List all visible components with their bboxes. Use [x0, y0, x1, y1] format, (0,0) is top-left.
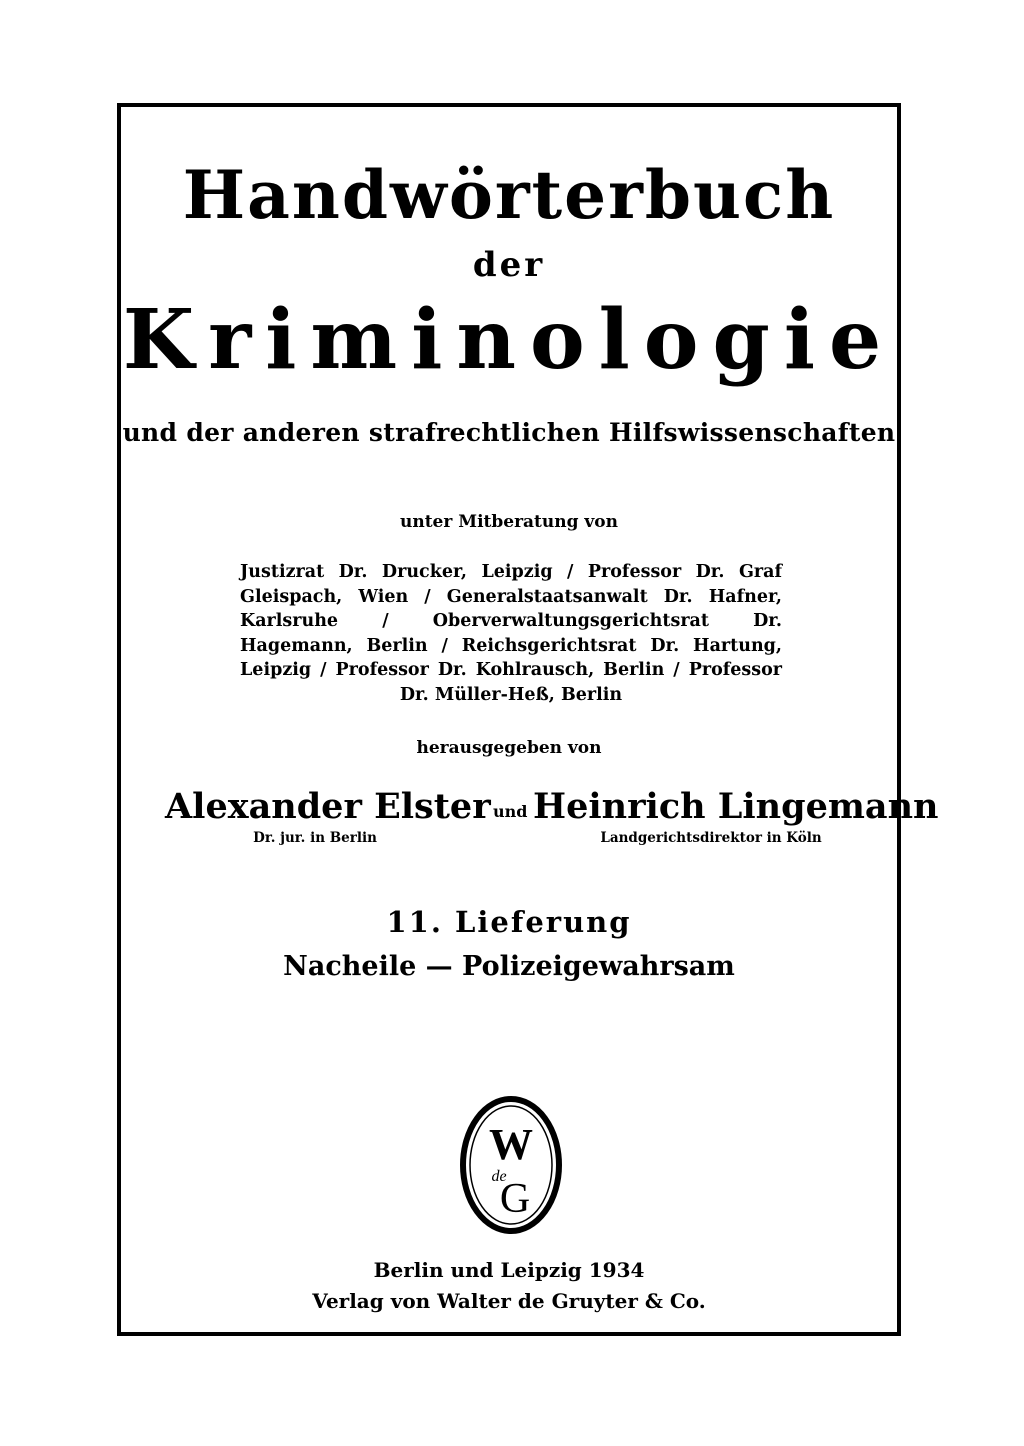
imprint-publisher: Verlag von Walter de Gruyter & Co. — [312, 1289, 706, 1313]
monogram-de: de — [491, 1168, 507, 1185]
delivery-range: Nacheile — Polizeigewahrsam — [283, 951, 735, 982]
editor-lingemann — [533, 785, 939, 847]
editor-elster — [165, 785, 491, 847]
title-handwoerterbuch: Handwörterbuch — [182, 156, 836, 234]
editor-name: Alexander Elster — [165, 786, 491, 827]
title-der: der — [472, 245, 546, 285]
title-subtitle: und der anderen strafrechtlichen Hilfswissenschaften — [122, 418, 896, 447]
editor-name: Heinrich Lingemann — [533, 786, 939, 827]
monogram-g: G — [499, 1176, 531, 1222]
editor-role: Landgerichtsdirektor in Köln — [600, 830, 822, 846]
title-kriminologie: Kriminologie — [122, 292, 896, 388]
contributors-list: Justizrat Dr. Drucker, Leipzig / Professor Dr. Graf Gleispach, Wien / Generalstaatsanwalt Dr. Hafner, Karlsruhe / Oberverwaltungsgerichtsrat Dr. Hagemann, Berlin / Reichsgerichtsrat Dr. Hartung, Leipzig / Professor Dr. Kohlrausch, Berlin / Professor Dr. Müller-Heß, Berlin — [240, 562, 782, 705]
delivery-number: 11. Lieferung — [386, 905, 632, 939]
editors-conjunction: und — [493, 802, 528, 821]
monogram-w: W — [489, 1120, 533, 1169]
herausgegeben-label: herausgegeben von — [416, 738, 602, 758]
mitberatung-label: unter Mitberatung von — [399, 512, 619, 532]
title-page — [121, 107, 939, 1332]
editor-role: Dr. jur. in Berlin — [253, 830, 377, 846]
publisher-monogram-icon — [459, 1095, 563, 1235]
imprint-place-year: Berlin und Leipzig 1934 — [373, 1258, 645, 1282]
